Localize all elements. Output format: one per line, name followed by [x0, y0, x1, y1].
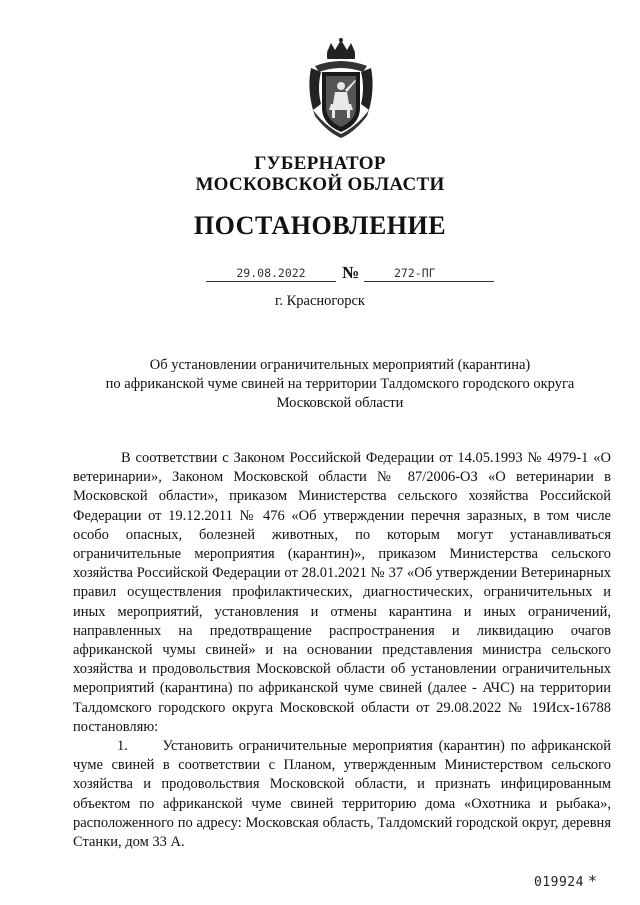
- date-number-line: [200, 262, 500, 284]
- clause-1-paragraph: [73, 737, 611, 852]
- issuer-line-2: МОСКОВСКОЙ ОБЛАСТИ: [195, 174, 445, 195]
- subject-line-2: по африканской чуме свиней на территории Талдомского городского округа: [105, 376, 575, 392]
- clause-text: Установить ограничительные мероприятия (карантин) по африканской чуме свиней в соответствии с Планом, утвержденным Министерством сельского хозяйства и продовольствия Московской области, и признать инфицированным объектом по африканской чуме свиней территорию дома «Охотника и рыбака», расположенного по адресу: Московская область, Талдомский городской округ, деревня Станки, дом 33 А.: [73, 738, 611, 851]
- subject-line-3: Московской области: [276, 395, 404, 411]
- clause-number: 1.: [117, 738, 128, 755]
- number-sign: №: [342, 263, 360, 282]
- asterisk-mark: *: [587, 872, 598, 890]
- serial-number: [534, 872, 598, 890]
- preamble-paragraph: В соответствии с Законом Российской Федерации от 14.05.1993 № 4979-1 «О ветеринарии», Законом Московской области № 87/2006-ОЗ «О ветеринарии в Московской области», приказом Министерства сельского хозяйства Российской Федерации от 19.12.2011 № 476 «Об утверждении перечня заразных, в том числе особо опасных, болезней животных, по которым могут устанавливаться ограничительные мероприятия (карантин)», приказом Министерства сельского хозяйства Российской Федерации от 28.01.2021 № 37 «Об утверждении Ветеринарных правил осуществления профилактических, диагностических, ограничительных и иных мероприятий, установления и отмены карантина и иных ограничений, направленных на предотвращение распространения и ликвидацию очагов африканской чумы свиней» и на основании представления министра сельского хозяйства и продовольствия Московской области об установлении ограничительных мероприятий (карантина) по африканской чуме свиней (далее - АЧС) на территории Талдомского городского округа Московской области от 29.08.2022 № 19Исх-16788 постановляю:: [73, 450, 611, 735]
- document-number: 272-ПГ: [364, 266, 494, 282]
- city-line: г. Красногорск: [275, 293, 365, 309]
- document-subject: [90, 356, 590, 413]
- issuer-line-1: ГУБЕРНАТОР: [254, 153, 386, 174]
- coat-of-arms-icon: [305, 38, 377, 140]
- subject-line-1: Об установлении ограничительных мероприятий (карантина): [149, 357, 531, 373]
- document-body: [73, 449, 611, 852]
- document-type-title: ПОСТАНОВЛЕНИЕ: [193, 211, 447, 240]
- serial-digits: 019924: [534, 875, 584, 890]
- document-date: 29.08.2022: [206, 266, 336, 282]
